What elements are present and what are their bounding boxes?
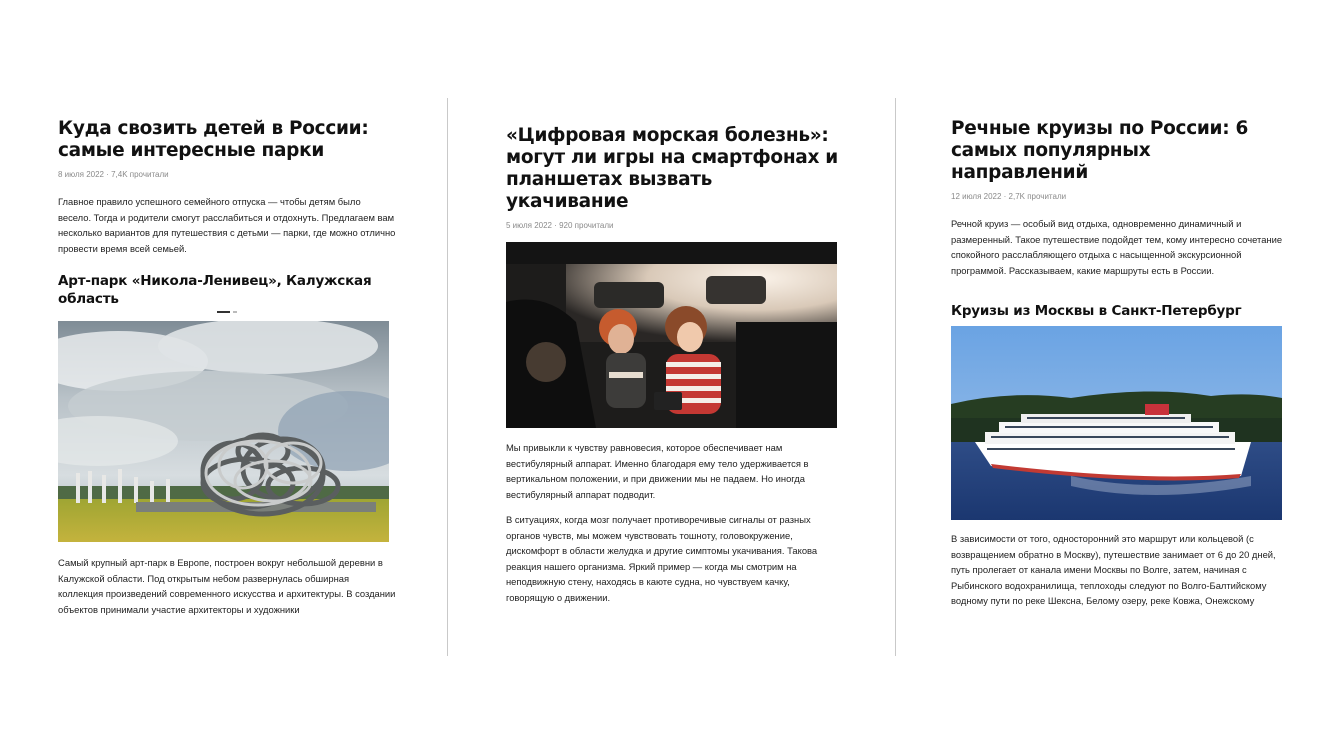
article-body-2: В ситуациях, когда мозг получает противоречивые сигналы от разных органов чувств, мы можем чувствовать тошноту, головокружение, дискомфорт в области желудка и другие симптомы укачивания. Такова реакция нашего организма. Яркий пример — когда мы смотрим на неподвижную стену, находясь в каюте судна, но чувствуем качку, говорящую о движении.	[506, 514, 818, 603]
article-card-digital-motion-sickness[interactable]	[506, 125, 840, 605]
article-meta: 8 июля 2022 · 7,4K прочитали	[58, 170, 169, 179]
gallery-pager[interactable]	[58, 310, 396, 314]
article-intro: Речной круиз — особый вид отдыха, одновременно динамичный и размеренный. Такое путешествие подойдет тем, кому интересно сочетание спокойного расслабляющего отдыха с насыщенной экскурсионной программой. Рассказываем, какие маршруты есть в России.	[951, 218, 1283, 276]
cruise-ship-photo	[951, 326, 1282, 520]
article-subhead: Круизы из Москвы в Санкт-Петербург	[951, 303, 1242, 319]
column-divider	[447, 98, 448, 656]
gallery-pager-inactive[interactable]	[233, 311, 237, 313]
article-body-1: Мы привыкли к чувству равновесия, которое обеспечивает нам вестибулярный аппарат. Именно благодаря ему тело удерживается в вертикальном положении, и при движении мы не падаем. Но иногда вестибулярный аппарат подводит.	[506, 442, 809, 500]
article-card-river-cruises[interactable]	[951, 118, 1285, 609]
article-meta: 12 июля 2022 · 2,7K прочитали	[951, 192, 1067, 201]
kids-in-car-photo	[506, 242, 837, 428]
article-subhead: Арт-парк «Никола-Ленивец», Калужская область	[58, 273, 372, 307]
article-body: Самый крупный арт-парк в Европе, построен вокруг небольшой деревни в Калужской области. Под открытым небом развернулась обширная коллекция произведений современного искусства и архитектуры. В создании объектов принимали участие архитекторы и художники	[58, 557, 396, 615]
art-park-photo	[58, 321, 389, 542]
gallery-pager-active[interactable]	[217, 311, 230, 313]
article-title[interactable]: Речные круизы по России: 6 самых популярных направлений	[951, 118, 1249, 183]
article-title[interactable]: Куда свозить детей в России: самые интересные парки	[58, 118, 369, 161]
article-card-kids-parks[interactable]	[58, 118, 396, 617]
article-intro: Главное правило успешного семейного отпуска — чтобы детям было весело. Тогда и родители смогут расслабиться и отдохнуть. Предлагаем вам несколько вариантов для путешествия с детьми — парки, где можно отлично провести время всей семьей.	[58, 196, 396, 254]
article-title[interactable]: «Цифровая морская болезнь»: могут ли игры на смартфонах и планшетах вызвать укачивание	[506, 125, 838, 212]
column-divider	[895, 98, 896, 656]
article-body: В зависимости от того, односторонний это маршрут или кольцевой (с возвращением обратно в Москву), путешествие занимает от 6 до 20 дней, путь пролегает от канала имени Москвы по Волге, затем, начиная с Рыбинского водохранилища, теплоходы следуют по Волго-Балтийскому водному пути по реке Шексна, Белому озеру, реке Ковжа, Онежскому	[951, 533, 1276, 606]
article-meta: 5 июля 2022 · 920 прочитали	[506, 221, 614, 230]
